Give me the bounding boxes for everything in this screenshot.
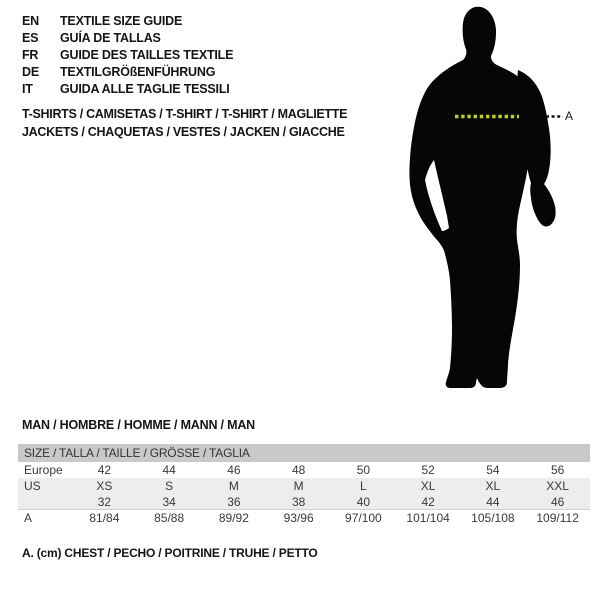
table-cell: 44	[162, 463, 176, 477]
table-cell: 42	[97, 463, 112, 477]
table-cell: 44	[486, 495, 500, 509]
table-cell: 48	[291, 463, 306, 477]
lang-row-fr	[22, 47, 233, 64]
lang-code: FR	[22, 48, 39, 62]
table-cell: XS	[96, 479, 113, 493]
lang-text: TEXTILE SIZE GUIDE	[60, 14, 183, 28]
table-cell: 93/96	[283, 511, 314, 525]
row-label: US	[24, 479, 41, 493]
table-row-numeric	[18, 494, 590, 510]
table-cell: XL	[420, 479, 436, 493]
row-label: Europe	[24, 463, 63, 477]
lang-text: TEXTILGRÖßENFÜHRUNG	[60, 65, 216, 79]
lang-text: GUIDA ALLE TAGLIE TESSILI	[60, 82, 230, 96]
table-cell: 52	[421, 463, 435, 477]
table-cell: XL	[485, 479, 501, 493]
language-list	[22, 13, 233, 98]
table-cell: 40	[356, 495, 371, 509]
man-silhouette-figure	[400, 0, 580, 400]
table-cell: 54	[486, 463, 500, 477]
table-cell: 105/108	[471, 511, 515, 525]
lang-row-es	[22, 30, 233, 47]
section-title-man: MAN / HOMBRE / HOMME / MANN / MAN	[22, 418, 255, 432]
lang-code: EN	[22, 14, 39, 28]
table-cell: 101/104	[406, 511, 450, 525]
table-cell: M	[228, 479, 239, 493]
table-cell: 42	[421, 495, 435, 509]
garment-categories	[22, 105, 347, 141]
table-row-europe	[18, 462, 590, 478]
table-cell: L	[360, 479, 367, 493]
row-label	[18, 494, 72, 510]
table-cell: 46	[227, 463, 241, 477]
table-cell: 38	[291, 495, 306, 509]
lang-text: GUIDE DES TAILLES TEXTILE	[60, 48, 234, 62]
lang-row-de	[22, 64, 233, 81]
man-body-shape	[409, 7, 532, 388]
row-label: A	[24, 511, 33, 525]
table-cell: 97/100	[345, 511, 382, 525]
table-cell: 81/84	[89, 511, 120, 525]
lang-text: GUÍA DE TALLAS	[60, 31, 161, 45]
table-cell: S	[165, 479, 174, 493]
lang-code: ES	[22, 31, 39, 45]
table-row-chest-a	[18, 510, 590, 526]
lang-row-it	[22, 81, 233, 98]
category-line-jackets: JACKETS / CHAQUETAS / VESTES / JACKEN / GIACCHE	[22, 125, 345, 139]
lang-code: IT	[22, 82, 33, 96]
table-cell: 34	[162, 495, 176, 509]
measurement-footnote: A. (cm) CHEST / PECHO / POITRINE / TRUHE / PETTO	[22, 546, 318, 560]
table-row-us	[18, 478, 590, 494]
size-table	[18, 444, 590, 526]
table-cell: 46	[550, 495, 565, 509]
table-cell: 89/92	[218, 511, 249, 525]
table-cell: M	[293, 479, 304, 493]
measurement-marker-label: A	[565, 109, 574, 123]
table-cell: 109/112	[536, 511, 579, 525]
table-cell: 85/88	[154, 511, 185, 525]
table-cell: XXL	[546, 479, 569, 493]
lang-code: DE	[22, 65, 39, 79]
lang-row-en	[22, 13, 233, 30]
size-table-header: SIZE / TALLA / TAILLE / GRÖSSE / TAGLIA	[18, 444, 590, 462]
table-cell: 56	[550, 463, 565, 477]
table-cell: 32	[97, 495, 112, 509]
table-cell: 36	[227, 495, 241, 509]
table-cell: 50	[356, 463, 371, 477]
category-line-tshirts: T-SHIRTS / CAMISETAS / T-SHIRT / T-SHIRT / MAGLIETTE	[22, 107, 348, 121]
